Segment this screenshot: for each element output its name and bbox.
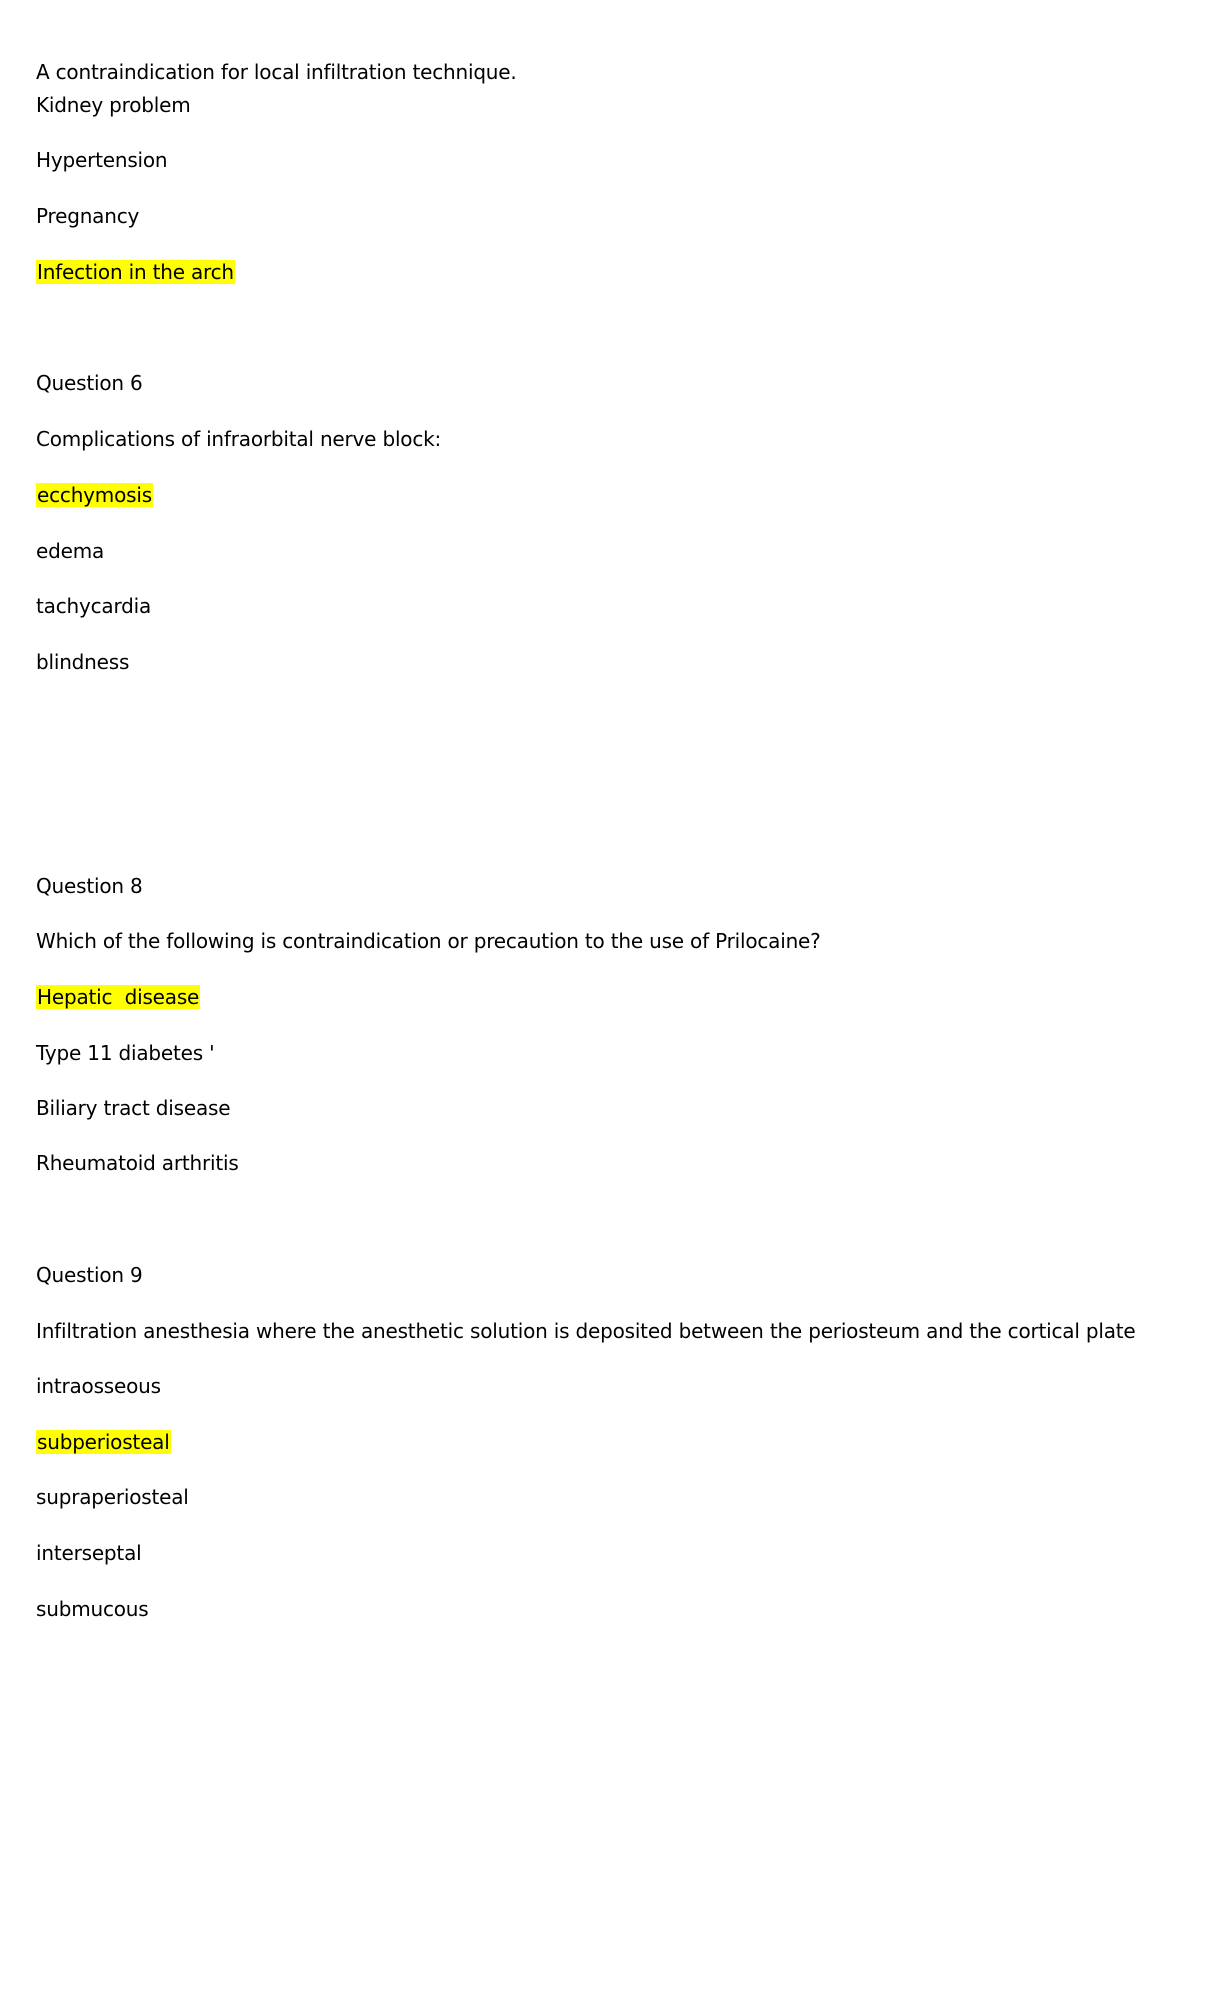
answer-option [36,1149,239,1177]
answer-option-text: Pregnancy [36,204,140,228]
answer-option [36,1094,230,1122]
answer-option-highlighted [36,983,200,1011]
answer-option [36,1372,161,1400]
question-text: Infiltration anesthesia where the anesthetic solution is deposited between the periosteum and the cortical plate [36,1319,1136,1343]
answer-option-text: submucous [36,1597,149,1621]
answer-option-text: Rheumatoid arthritis [36,1151,239,1175]
answer-option-text: Infection in the arch [37,260,234,284]
question-heading: Question 9 [36,1263,143,1287]
answer-option-text: intraosseous [36,1374,161,1398]
answer-option-text: interseptal [36,1541,142,1565]
question-text: A contraindication for local infiltration technique. [36,60,517,84]
answer-option-text: Type 11 diabetes ' [36,1041,215,1065]
answer-option [36,648,129,676]
question-heading: Question 6 [36,371,143,395]
question-text: Which of the following is contraindication or precaution to the use of Prilocaine? [36,929,821,953]
answer-option [36,1039,214,1067]
question-text: Complications of infraorbital nerve block: [36,427,442,451]
answer-option-text: tachycardia [36,594,152,618]
answer-option-text: Kidney problem [36,93,191,117]
answer-option [36,91,191,119]
answer-option-text: Hypertension [36,148,168,172]
answer-option-text: blindness [36,650,130,674]
answer-option-text: ecchymosis [37,483,152,507]
answer-option-text: Hepatic disease [37,985,200,1009]
answer-option-text: supraperiosteal [36,1485,189,1509]
answer-option [36,1595,148,1623]
answer-option-highlighted [36,258,235,286]
answer-option-highlighted [36,481,153,509]
answer-option [36,1483,189,1511]
answer-option-text: subperiosteal [37,1430,170,1454]
question-heading: Question 8 [36,874,143,898]
answer-option [36,146,167,174]
answer-option [36,537,104,565]
answer-option [36,1539,141,1567]
answer-option-text: Biliary tract disease [36,1096,231,1120]
answer-option [36,202,139,230]
answer-option [36,592,151,620]
answer-option-highlighted [36,1428,171,1456]
answer-option-text: edema [36,539,105,563]
